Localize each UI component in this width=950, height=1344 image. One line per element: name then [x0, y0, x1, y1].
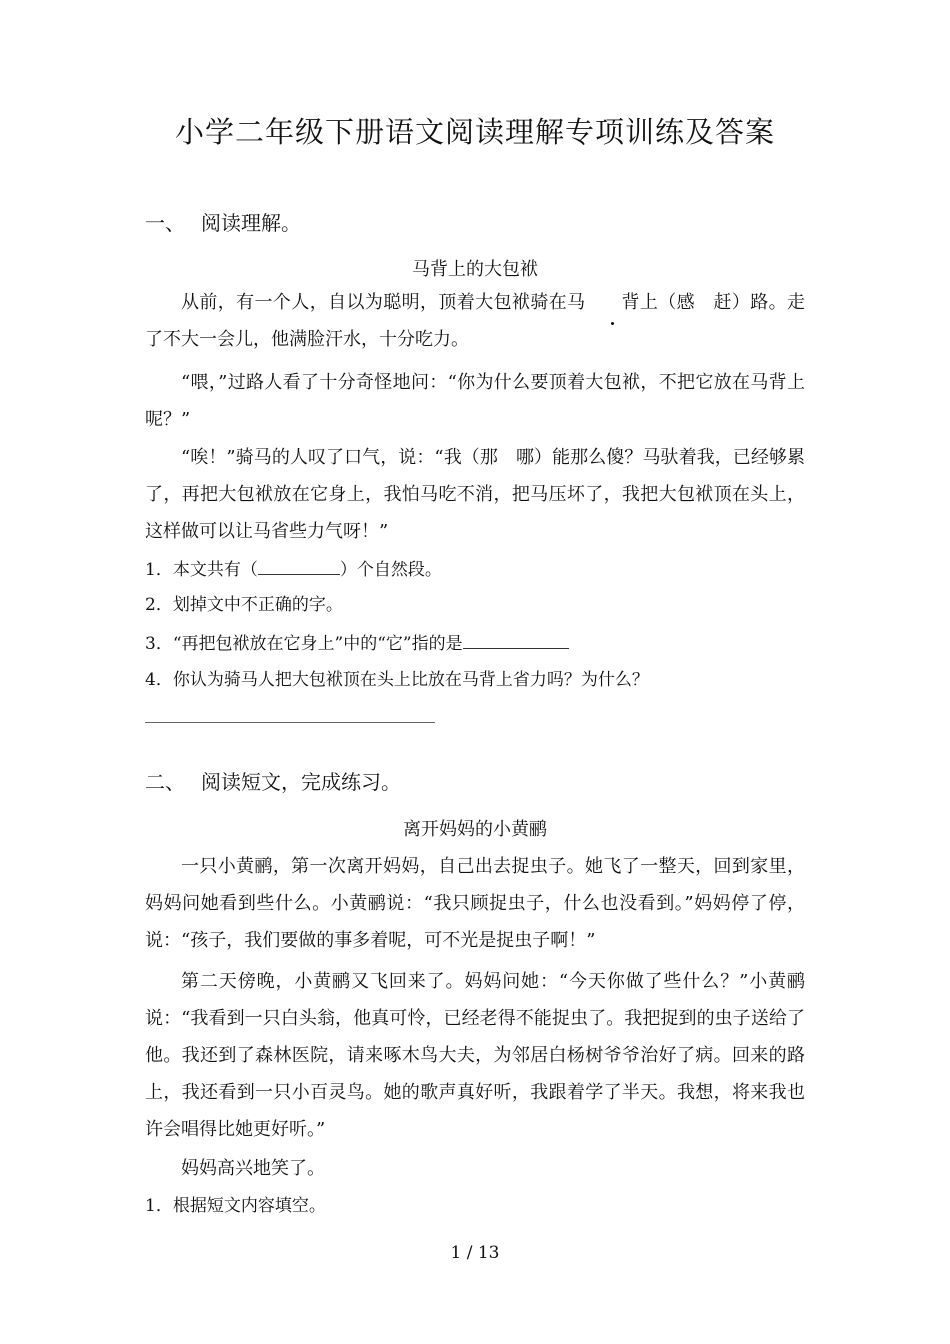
dotted-character: 背	[586, 284, 640, 321]
question-1-1-suffix: ）个自然段。	[339, 560, 442, 580]
story-1-paragraph-1-part-a: 从前，有一个人，自以为聪明，顶着大包袱骑在马	[181, 292, 586, 313]
question-1-1-prefix: 1．本文共有（	[145, 560, 258, 580]
section-2-heading-text: 阅读短文，完成练习。	[201, 770, 401, 794]
question-1-3	[145, 628, 805, 658]
answer-blank[interactable]	[463, 628, 569, 649]
question-1-4: 4．你认为骑马人把大包袱顶在头上比放在马背上省力吗？为什么？	[145, 670, 649, 690]
section-1-number: 一、	[145, 211, 185, 235]
story-1-paragraph-1	[145, 284, 805, 358]
story-1-paragraph-3: “唉！”骑马的人叹了口气，说：“我（那 哪）能那么傻？马驮着我，已经够累了，再把大包袱放在它身上，我怕马吃不消，把马压坏了，我把大包袱顶在头上，这样做可以让马省些力气呀！”	[145, 447, 805, 542]
story-1-paragraph-1-part-b: 上（感 赶）路。走了不大一会儿，他满脸汗水，十分吃力。	[145, 292, 805, 350]
story-1-paragraph-2: “喂，”过路人看了十分奇怪地问：“你为什么要顶着大包袱，不把它放在马背上呢？”	[145, 372, 805, 430]
story-1-title: 马背上的大包袱	[412, 259, 538, 280]
answer-line[interactable]	[145, 722, 435, 723]
question-1-2: 2．划掉文中不正确的字。	[145, 595, 343, 615]
section-1-heading-text: 阅读理解。	[201, 211, 301, 235]
story-2-paragraph-3: 妈妈高兴地笑了。	[181, 1158, 325, 1179]
question-2-1: 1．根据短文内容填空。	[145, 1196, 326, 1216]
section-1-heading	[145, 208, 301, 238]
page-number: 1 / 13	[450, 1243, 500, 1263]
section-2-number: 二、	[145, 770, 185, 794]
story-2-title: 离开妈妈的小黄鹂	[403, 819, 547, 840]
section-2-heading	[145, 767, 401, 797]
question-1-1	[145, 554, 805, 584]
answer-blank[interactable]	[258, 554, 340, 575]
story-2-paragraph-1: 一只小黄鹂，第一次离开妈妈，自己出去捉虫子。她飞了一整天，回到家里，妈妈问她看到些什么。小黄鹂说：“我只顾捉虫子，什么也没看到。”妈妈停了停，说：“孩子，我们要做的事多着呢，可不光是捉虫子啊！”	[145, 856, 805, 951]
story-2-paragraph-2: 第二天傍晚，小黄鹂又飞回来了。妈妈问她：“今天你做了些什么？”小黄鹂说：“我看到一只白头翁，他真可怜，已经老得不能捉虫了。我把捉到的虫子送给了他。我还到了森林医院，请来啄木鸟大夫，为邻居白杨树爷爷治好了病。回来的路上，我还看到一只小百灵鸟。她的歌声真好听，我跟着学了半天。我想，将来我也许会唱得比她更好听。”	[145, 971, 805, 1140]
question-1-3-text: 3．“再把包袱放在它身上”中的“它”指的是	[145, 634, 463, 654]
document-title: 小学二年级下册语文阅读理解专项训练及答案	[174, 115, 775, 149]
